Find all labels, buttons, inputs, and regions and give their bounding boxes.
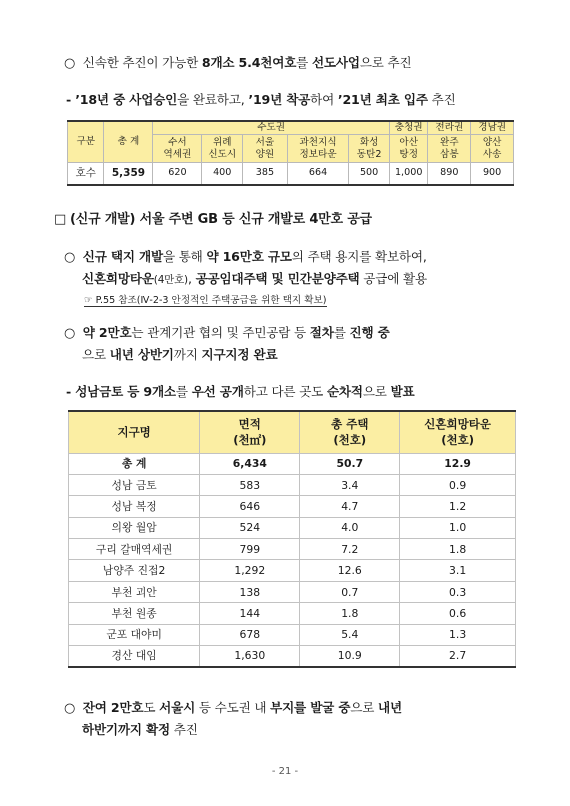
cell-area: 6,434 xyxy=(200,453,300,474)
cell-name: 성남 복정 xyxy=(69,496,200,517)
table-cell: 900 xyxy=(471,163,514,185)
group-header: 경남권 xyxy=(471,121,514,135)
cell-area: 138 xyxy=(200,581,300,602)
cell-newlywed: 0.3 xyxy=(400,581,516,602)
cell-area: 144 xyxy=(200,603,300,624)
paragraph-3: □ (신규 개발) 서울 주변 GB 등 신규 개발로 4만호 공급 xyxy=(54,212,372,227)
paragraph-6: - 성남금토 등 9개소를 우선 공개하고 다른 곳도 순차적으로 발표 xyxy=(66,384,415,399)
col-header: 수서 역세권 xyxy=(153,135,202,163)
table-cell: 620 xyxy=(153,163,202,185)
cell-houses: 10.9 xyxy=(300,646,400,667)
cell-newlywed: 12.9 xyxy=(400,453,516,474)
group-header: 충청권 xyxy=(389,121,428,135)
cell-houses: 50.7 xyxy=(300,453,400,474)
paragraph-1: ○ 신속한 추진이 가능한 8개소 5.4천여호를 선도사업으로 추진 xyxy=(64,55,412,71)
cell-houses: 0.7 xyxy=(300,581,400,602)
cell-houses: 7.2 xyxy=(300,539,400,560)
cell-newlywed: 1.2 xyxy=(400,496,516,517)
table-row xyxy=(69,581,516,602)
cell-name: 경산 대임 xyxy=(69,646,200,667)
table-cell: 1,000 xyxy=(389,163,428,185)
cell-newlywed: 1.3 xyxy=(400,624,516,645)
circle-bullet-icon: ○ xyxy=(64,250,76,265)
cell-houses: 5.4 xyxy=(300,624,400,645)
col-header-total: 총 계 xyxy=(104,121,153,163)
cell-newlywed: 1.8 xyxy=(400,539,516,560)
table-row xyxy=(68,163,514,185)
paragraph-5: ○ 약 2만호는 관계기관 협의 및 주민공람 등 절차를 진행 중 xyxy=(64,325,390,341)
col-header: 위례 신도시 xyxy=(202,135,243,163)
selected-projects-table xyxy=(67,120,514,186)
cell-houses: 3.4 xyxy=(300,474,400,495)
cell-area: 524 xyxy=(200,517,300,538)
table-cell: 385 xyxy=(243,163,288,185)
group-header: 수도권 xyxy=(153,121,389,135)
row-label: 호수 xyxy=(68,163,104,185)
cell-area: 678 xyxy=(200,624,300,645)
col-header: 아산 탕정 xyxy=(389,135,428,163)
cell-newlywed: 0.6 xyxy=(400,603,516,624)
table-cell: 400 xyxy=(202,163,243,185)
col-header-area: 면적 (천㎡) xyxy=(200,411,300,453)
col-header: 양산 사송 xyxy=(471,135,514,163)
cell-houses: 4.7 xyxy=(300,496,400,517)
circle-bullet-icon: ○ xyxy=(64,326,76,341)
cell-area: 1,630 xyxy=(200,646,300,667)
col-header: 서울 양원 xyxy=(243,135,288,163)
table-row xyxy=(69,474,516,495)
cell-houses: 12.6 xyxy=(300,560,400,581)
square-bullet-icon: □ xyxy=(54,212,67,227)
cell-area: 583 xyxy=(200,474,300,495)
cell-name: 의왕 월암 xyxy=(69,517,200,538)
cell-name: 구리 갈매역세권 xyxy=(69,539,200,560)
col-header-houses: 총 주택 (천호) xyxy=(300,411,400,453)
reference-note: ☞ P.55 참조(Ⅳ-2-3 안정적인 주택공급을 위한 택지 확보) xyxy=(84,292,327,307)
cell-newlywed: 3.1 xyxy=(400,560,516,581)
cell-area: 1,292 xyxy=(200,560,300,581)
table-body xyxy=(69,453,516,667)
table-row xyxy=(69,603,516,624)
row-total: 5,359 xyxy=(104,163,153,185)
cell-name: 부천 원종 xyxy=(69,603,200,624)
total-row xyxy=(69,453,516,474)
col-header: 과천지식 정보타운 xyxy=(287,135,348,163)
cell-newlywed: 2.7 xyxy=(400,646,516,667)
col-header-name: 지구명 xyxy=(69,411,200,453)
circle-bullet-icon: ○ xyxy=(64,56,76,71)
col-header-gubun: 구분 xyxy=(68,121,104,163)
cell-area: 646 xyxy=(200,496,300,517)
cell-name: 총 계 xyxy=(69,453,200,474)
new-districts-table xyxy=(68,410,516,668)
table-row xyxy=(69,539,516,560)
col-header: 화성 동탄2 xyxy=(349,135,390,163)
paragraph-4: ○ 신규 택지 개발을 통해 약 16만호 규모의 주택 용지를 확보하여, xyxy=(64,249,427,265)
paragraph-7-line-2: 하반기까지 확정 추진 xyxy=(82,722,198,737)
cell-houses: 1.8 xyxy=(300,603,400,624)
col-header-newlywed: 신혼희망타운 (천호) xyxy=(400,411,516,453)
table-cell: 890 xyxy=(428,163,471,185)
col-header: 완주 삼봉 xyxy=(428,135,471,163)
cell-newlywed: 0.9 xyxy=(400,474,516,495)
paragraph-4-line-2: 신혼희망타운(4만호), 공공임대주택 및 민간분양주택 공급에 활용 xyxy=(82,271,427,286)
cell-name: 성남 금토 xyxy=(69,474,200,495)
table-cell: 500 xyxy=(349,163,390,185)
cell-name: 부천 괴안 xyxy=(69,581,200,602)
cell-name: 군포 대야미 xyxy=(69,624,200,645)
table-row xyxy=(69,560,516,581)
cell-newlywed: 1.0 xyxy=(400,517,516,538)
table-row xyxy=(69,496,516,517)
page-number: - 21 - xyxy=(271,766,299,777)
cell-name: 남양주 진접2 xyxy=(69,560,200,581)
table-row xyxy=(69,646,516,667)
group-header: 전라권 xyxy=(428,121,471,135)
table-row xyxy=(69,624,516,645)
table-row xyxy=(69,517,516,538)
paragraph-5-line-2: 으로 내년 상반기까지 지구지정 완료 xyxy=(82,347,278,362)
table-cell: 664 xyxy=(287,163,348,185)
paragraph-2: - ’18년 중 사업승인을 완료하고, ’19년 착공하여 ’21년 최초 입주 추진 xyxy=(66,92,456,107)
cell-area: 799 xyxy=(200,539,300,560)
paragraph-7: ○ 잔여 2만호도 서울시 등 수도권 내 부지를 발굴 중으로 내년 xyxy=(64,700,402,716)
cell-houses: 4.0 xyxy=(300,517,400,538)
circle-bullet-icon: ○ xyxy=(64,701,76,716)
